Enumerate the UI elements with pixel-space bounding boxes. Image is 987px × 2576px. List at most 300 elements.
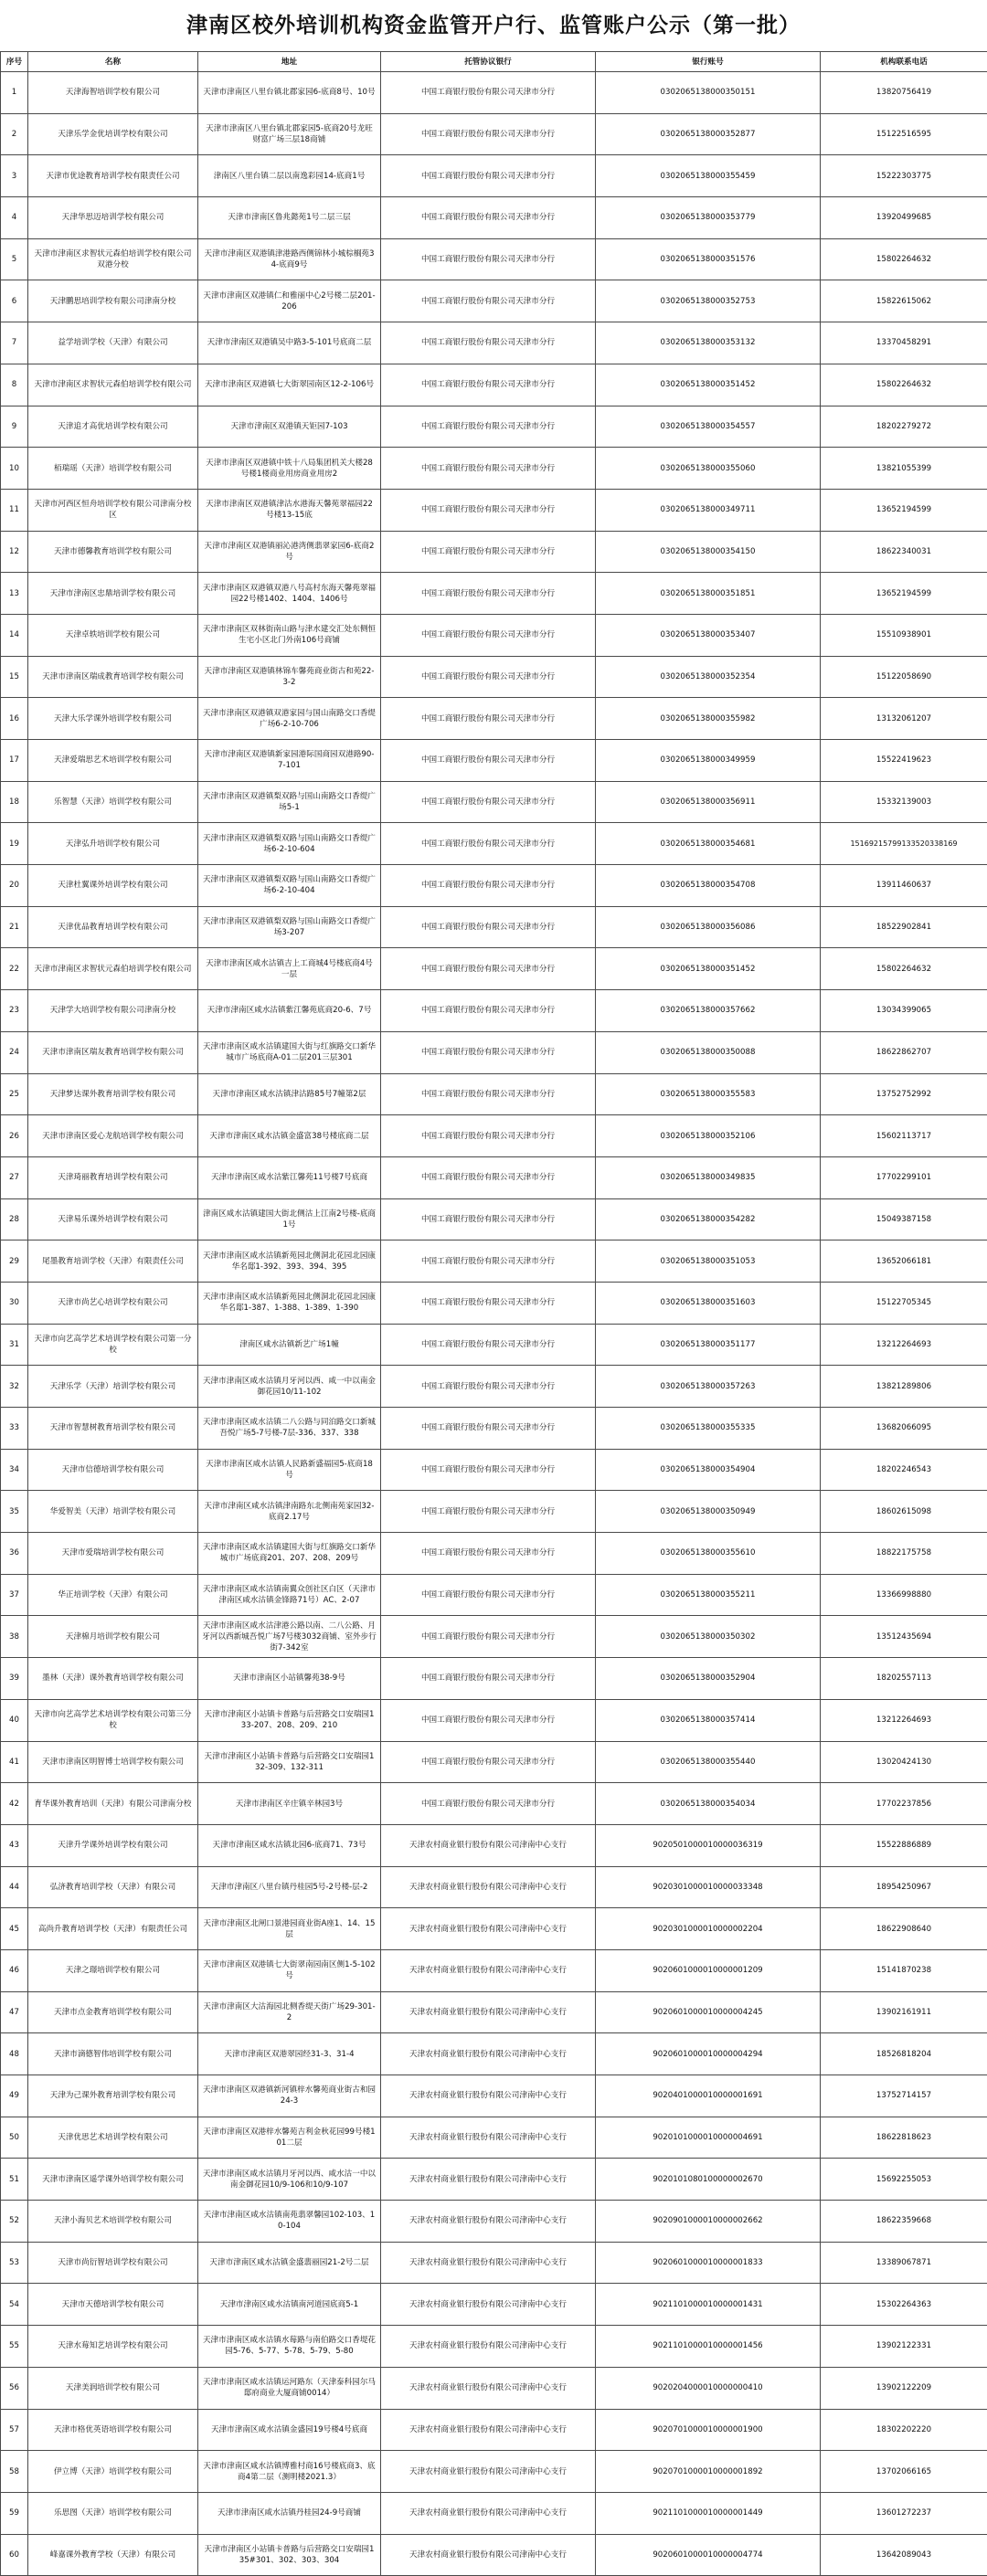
cell-index: 42 xyxy=(1,1783,28,1825)
table-row xyxy=(1,531,987,573)
cell-institution-name: 乐思图（天津）培训学校有限公司 xyxy=(28,2492,198,2534)
cell-address: 天津市津南区双港镇天钜园7-103 xyxy=(198,406,381,448)
table-row xyxy=(1,113,987,155)
cell-trustee-bank: 中国工商银行股份有限公司天津市分行 xyxy=(381,1491,596,1533)
table-row xyxy=(1,906,987,948)
cell-institution-name: 天津市德馨教育培训学校有限公司 xyxy=(28,531,198,573)
table-row xyxy=(1,1449,987,1491)
cell-institution-name: 天津市向艺高学艺术培训学校有限公司第三分校 xyxy=(28,1699,198,1741)
cell-index: 60 xyxy=(1,2534,28,2576)
cell-address: 天津市津南区咸水沽镇运河路东（天津泰科园尔马邸府商业大厦商铺0014） xyxy=(198,2367,381,2409)
header-phone: 机构联系电话 xyxy=(821,52,987,72)
cell-index: 14 xyxy=(1,614,28,656)
cell-institution-name: 天津市津南区求智状元森伯培训学校有限公司 xyxy=(28,364,198,406)
cell-index: 16 xyxy=(1,698,28,740)
cell-institution-name: 天津市尚衍智培训学校有限公司 xyxy=(28,2242,198,2284)
cell-contact-phone: 15522419623 xyxy=(821,740,987,782)
cell-address: 天津市津南区咸水沽镇丹桂园24-9号商铺 xyxy=(198,2492,381,2534)
cell-bank-account: 9020401000010000001691 xyxy=(596,2075,821,2117)
cell-trustee-bank: 天津农村商业银行股份有限公司津南中心支行 xyxy=(381,1991,596,2033)
cell-address: 天津市津南区咸水沽镇新苑园北侧洞北花园北园康华名邸1-392、393、394、395 xyxy=(198,1240,381,1283)
table-row xyxy=(1,2492,987,2534)
cell-index: 27 xyxy=(1,1156,28,1198)
cell-trustee-bank: 中国工商银行股份有限公司天津市分行 xyxy=(381,1616,596,1658)
cell-address: 天津市津南区咸水沽镇北园6-底商71、73号 xyxy=(198,1824,381,1866)
cell-trustee-bank: 中国工商银行股份有限公司天津市分行 xyxy=(381,1324,596,1366)
cell-bank-account: 0302065138000355211 xyxy=(596,1574,821,1616)
cell-institution-name: 天津杜翼课外培训学校有限公司 xyxy=(28,865,198,907)
cell-bank-account: 0302065138000355610 xyxy=(596,1533,821,1575)
table-row xyxy=(1,1908,987,1950)
cell-bank-account: 0302065138000352877 xyxy=(596,113,821,155)
cell-bank-account: 9020101080100000002670 xyxy=(596,2159,821,2201)
cell-trustee-bank: 中国工商银行股份有限公司天津市分行 xyxy=(381,448,596,490)
cell-contact-phone: 15522886889 xyxy=(821,1824,987,1866)
cell-contact-phone: 15692255053 xyxy=(821,2159,987,2201)
cell-institution-name: 高尚升教育培训学校（天津）有限责任公司 xyxy=(28,1908,198,1950)
cell-bank-account: 0302065138000356086 xyxy=(596,906,821,948)
cell-address: 天津市津南区双港镇七大街翠园南区12-2-106号 xyxy=(198,364,381,406)
table-row xyxy=(1,948,987,990)
cell-institution-name: 天津市格优英语培训学校有限公司 xyxy=(28,2409,198,2451)
cell-institution-name: 天津升学课外培训学校有限公司 xyxy=(28,1824,198,1866)
header-name: 名称 xyxy=(28,52,198,72)
cell-index: 5 xyxy=(1,238,28,280)
cell-bank-account: 0302065138000350151 xyxy=(596,72,821,114)
cell-address: 天津市津南区咸水沽镇博雅村商16号楼底商3、底商4第二层（测明楼2021.3） xyxy=(198,2451,381,2493)
cell-address: 天津市津南区双港镇中铁十八局集团机关大楼28号楼1楼商业用房商业用房2 xyxy=(198,448,381,490)
cell-address: 天津市津南区双港镇丽沁港湾侧翡翠家园6-底商2号 xyxy=(198,531,381,573)
cell-trustee-bank: 中国工商银行股份有限公司天津市分行 xyxy=(381,531,596,573)
cell-bank-account: 0302065138000355982 xyxy=(596,698,821,740)
cell-institution-name: 天津市河西区恒舟培训学校有限公司津南分校区 xyxy=(28,489,198,531)
cell-institution-name: 天津弘升培训学校有限公司 xyxy=(28,823,198,865)
cell-index: 26 xyxy=(1,1115,28,1157)
cell-index: 43 xyxy=(1,1824,28,1866)
cell-bank-account: 0302065138000350949 xyxy=(596,1491,821,1533)
cell-bank-account: 0302065138000357414 xyxy=(596,1699,821,1741)
cell-address: 天津市津南区大沽海园北侧香缇天街广场29-301-2 xyxy=(198,1991,381,2033)
cell-bank-account: 0302065138000354557 xyxy=(596,406,821,448)
cell-contact-phone: 15141870238 xyxy=(821,1949,987,1991)
cell-contact-phone: 15802264632 xyxy=(821,948,987,990)
cell-trustee-bank: 中国工商银行股份有限公司天津市分行 xyxy=(381,656,596,698)
cell-index: 44 xyxy=(1,1866,28,1908)
cell-address: 天津市津南区双港镇双港八号高村东海天馨苑翠福园22号楼1402、1404、1406号 xyxy=(198,573,381,615)
cell-index: 50 xyxy=(1,2117,28,2159)
cell-bank-account: 9020601000010000001209 xyxy=(596,1949,821,1991)
cell-index: 22 xyxy=(1,948,28,990)
cell-trustee-bank: 天津农村商业银行股份有限公司津南中心支行 xyxy=(381,2284,596,2326)
cell-address: 天津市津南区鲁兆懿苑1号二层三层 xyxy=(198,197,381,239)
cell-address: 天津市津南区双港镇林锦车馨苑商业街古和苑22-3-2 xyxy=(198,656,381,698)
cell-bank-account: 9021101000010000001449 xyxy=(596,2492,821,2534)
cell-institution-name: 天津市天德培训学校有限公司 xyxy=(28,2284,198,2326)
table-row xyxy=(1,1156,987,1198)
table-row xyxy=(1,1533,987,1575)
cell-address: 天津市津南区双港翠园经31-3、31-4 xyxy=(198,2033,381,2075)
table-row xyxy=(1,2451,987,2493)
cell-bank-account: 9021101000010000001456 xyxy=(596,2326,821,2368)
cell-trustee-bank: 中国工商银行股份有限公司天津市分行 xyxy=(381,1198,596,1240)
cell-contact-phone: 13642089043 xyxy=(821,2534,987,2576)
table-row xyxy=(1,2242,987,2284)
cell-address: 天津市津南区咸水沽镇金盛园19号楼4号底商 xyxy=(198,2409,381,2451)
cell-institution-name: 天津市津南区遥学课外培训学校有限公司 xyxy=(28,2159,198,2201)
cell-contact-phone: 13821289806 xyxy=(821,1366,987,1408)
cell-bank-account: 0302065138000351452 xyxy=(596,364,821,406)
cell-trustee-bank: 天津农村商业银行股份有限公司津南中心支行 xyxy=(381,2326,596,2368)
cell-institution-name: 天津市滴德智伟培训学校有限公司 xyxy=(28,2033,198,2075)
cell-contact-phone: 13652194599 xyxy=(821,573,987,615)
cell-trustee-bank: 天津农村商业银行股份有限公司津南中心支行 xyxy=(381,2367,596,2409)
cell-contact-phone: 18622359668 xyxy=(821,2201,987,2243)
cell-bank-account: 0302065138000349711 xyxy=(596,489,821,531)
cell-address: 天津市津南区双港镇仁和雅丽中心2号楼二层201-206 xyxy=(198,280,381,322)
cell-contact-phone: 18622340031 xyxy=(821,531,987,573)
cell-contact-phone: 18954250967 xyxy=(821,1866,987,1908)
table-row xyxy=(1,155,987,197)
cell-index: 52 xyxy=(1,2201,28,2243)
cell-institution-name: 天津优思艺术培训学校有限公司 xyxy=(28,2117,198,2159)
cell-contact-phone: 18202246543 xyxy=(821,1449,987,1491)
cell-bank-account: 9020701000010000001892 xyxy=(596,2451,821,2493)
cell-contact-phone: 13820756419 xyxy=(821,72,987,114)
cell-contact-phone: 13920499685 xyxy=(821,197,987,239)
cell-contact-phone: 13902122209 xyxy=(821,2367,987,2409)
cell-contact-phone: 13752752992 xyxy=(821,1073,987,1115)
table-row xyxy=(1,698,987,740)
cell-address: 天津市津南区咸水沽镇金盛翡丽园21-2号二层 xyxy=(198,2242,381,2284)
cell-institution-name: 天津市爱瑞培训学校有限公司 xyxy=(28,1533,198,1575)
cell-institution-name: 峰嘉课外教育学校（天津）有限公司 xyxy=(28,2534,198,2576)
cell-bank-account: 9020701000010000001900 xyxy=(596,2409,821,2451)
cell-index: 32 xyxy=(1,1366,28,1408)
table-row xyxy=(1,2367,987,2409)
table-row xyxy=(1,1240,987,1283)
cell-address: 天津市津南区北闸口景港园商业街A座1、14、15层 xyxy=(198,1908,381,1950)
cell-bank-account: 9020101000010000004691 xyxy=(596,2117,821,2159)
cell-trustee-bank: 中国工商银行股份有限公司天津市分行 xyxy=(381,1282,596,1324)
cell-contact-phone: 13652066181 xyxy=(821,1240,987,1283)
cell-bank-account: 9021101000010000001431 xyxy=(596,2284,821,2326)
table-row xyxy=(1,489,987,531)
cell-address: 天津市津南区双港镇七大街翠南园南区侧1-5-102号 xyxy=(198,1949,381,1991)
cell-index: 21 xyxy=(1,906,28,948)
cell-address: 天津市津南区咸水沽镇人民路新盛福园5-底商18号 xyxy=(198,1449,381,1491)
cell-contact-phone: 18302202220 xyxy=(821,2409,987,2451)
cell-address: 天津市津南区小站镇馨苑38-9号 xyxy=(198,1658,381,1700)
table-row xyxy=(1,1616,987,1658)
cell-institution-name: 栢瑞瑶（天津）培训学校有限公司 xyxy=(28,448,198,490)
cell-bank-account: 0302065138000355060 xyxy=(596,448,821,490)
cell-index: 34 xyxy=(1,1449,28,1491)
cell-bank-account: 9020301000010000033348 xyxy=(596,1866,821,1908)
cell-institution-name: 天津市津南区爱心龙航培训学校有限公司 xyxy=(28,1115,198,1157)
cell-institution-name: 乐智慧（天津）培训学校有限公司 xyxy=(28,781,198,823)
cell-trustee-bank: 中国工商银行股份有限公司天津市分行 xyxy=(381,1741,596,1783)
table-row xyxy=(1,280,987,322)
cell-trustee-bank: 中国工商银行股份有限公司天津市分行 xyxy=(381,990,596,1032)
cell-bank-account: 9020601000010000001833 xyxy=(596,2242,821,2284)
cell-bank-account: 9020901000010000002662 xyxy=(596,2201,821,2243)
cell-index: 49 xyxy=(1,2075,28,2117)
table-row xyxy=(1,2033,987,2075)
cell-index: 19 xyxy=(1,823,28,865)
cell-bank-account: 0302065138000353407 xyxy=(596,614,821,656)
cell-address: 天津市津南区咸水沽镇月牙河以西、咸水沽一中以南金御花园10/9-106和10/9-107 xyxy=(198,2159,381,2201)
header-bank: 托管协议银行 xyxy=(381,52,596,72)
cell-institution-name: 天津市尚艺心培训学校有限公司 xyxy=(28,1282,198,1324)
cell-bank-account: 9020501000010000036319 xyxy=(596,1824,821,1866)
cell-contact-phone: 17702299101 xyxy=(821,1156,987,1198)
cell-index: 31 xyxy=(1,1324,28,1366)
cell-index: 53 xyxy=(1,2242,28,2284)
cell-bank-account: 0302065138000349835 xyxy=(596,1156,821,1198)
cell-contact-phone: 18622862707 xyxy=(821,1031,987,1073)
cell-trustee-bank: 中国工商银行股份有限公司天津市分行 xyxy=(381,823,596,865)
cell-index: 55 xyxy=(1,2326,28,2368)
cell-institution-name: 伊立博（天津）培训学校有限公司 xyxy=(28,2451,198,2493)
cell-address: 天津市津南区双港镇梨双路与国山南路交口香缇广场6-2-10-604 xyxy=(198,823,381,865)
cell-bank-account: 0302065138000350302 xyxy=(596,1616,821,1658)
cell-bank-account: 0302065138000351576 xyxy=(596,238,821,280)
cell-trustee-bank: 中国工商银行股份有限公司天津市分行 xyxy=(381,1699,596,1741)
cell-contact-phone: 13702066165 xyxy=(821,2451,987,2493)
cell-contact-phone: 13389067871 xyxy=(821,2242,987,2284)
table-row xyxy=(1,1741,987,1783)
cell-address: 天津市津南区咸水沽镇建国大街与红旗路交口新华城市广场底商A-01二层201三层301 xyxy=(198,1031,381,1073)
table-row xyxy=(1,364,987,406)
table-row xyxy=(1,72,987,114)
table-row xyxy=(1,781,987,823)
cell-address: 天津市津南区咸水沽镇建国大街与红旗路交口新华城市广场底商201、207、208、209号 xyxy=(198,1533,381,1575)
cell-address: 天津市津南区咸水沽镇津沽路85号7幢第2层 xyxy=(198,1073,381,1115)
table-row xyxy=(1,2075,987,2117)
cell-bank-account: 0302065138000355459 xyxy=(596,155,821,197)
cell-institution-name: 尾墨教育培训学校（天津）有限责任公司 xyxy=(28,1240,198,1283)
cell-bank-account: 9020601000010000004774 xyxy=(596,2534,821,2576)
cell-index: 29 xyxy=(1,1240,28,1283)
cell-index: 58 xyxy=(1,2451,28,2493)
cell-bank-account: 0302065138000354681 xyxy=(596,823,821,865)
cell-institution-name: 天津市点金教育培训学校有限公司 xyxy=(28,1991,198,2033)
cell-index: 45 xyxy=(1,1908,28,1950)
cell-trustee-bank: 中国工商银行股份有限公司天津市分行 xyxy=(381,1366,596,1408)
header-address: 地址 xyxy=(198,52,381,72)
cell-institution-name: 天津乐学金优培训学校有限公司 xyxy=(28,113,198,155)
table-row xyxy=(1,1866,987,1908)
table-row xyxy=(1,1073,987,1115)
cell-trustee-bank: 天津农村商业银行股份有限公司津南中心支行 xyxy=(381,1949,596,1991)
cell-trustee-bank: 中国工商银行股份有限公司天津市分行 xyxy=(381,698,596,740)
cell-trustee-bank: 中国工商银行股份有限公司天津市分行 xyxy=(381,1073,596,1115)
cell-institution-name: 天津海智培训学校有限公司 xyxy=(28,72,198,114)
cell-index: 15 xyxy=(1,656,28,698)
cell-contact-phone: 18526818204 xyxy=(821,2033,987,2075)
cell-contact-phone: 18522902841 xyxy=(821,906,987,948)
cell-bank-account: 0302065138000352354 xyxy=(596,656,821,698)
cell-institution-name: 天津水莓知艺培训学校有限公司 xyxy=(28,2326,198,2368)
cell-trustee-bank: 天津农村商业银行股份有限公司津南中心支行 xyxy=(381,2242,596,2284)
table-row xyxy=(1,1783,987,1825)
table-row xyxy=(1,1574,987,1616)
cell-address: 天津市津南区咸水沽镇南苑翡翠馨园102-103、10-104 xyxy=(198,2201,381,2243)
cell-trustee-bank: 中国工商银行股份有限公司天津市分行 xyxy=(381,197,596,239)
cell-trustee-bank: 中国工商银行股份有限公司天津市分行 xyxy=(381,1408,596,1450)
cell-index: 59 xyxy=(1,2492,28,2534)
cell-address: 天津市津南区咸水沽镇南翼众创社区白区（天津市津南区咸水沽镇金锋路71号）AC、2-07 xyxy=(198,1574,381,1616)
cell-trustee-bank: 中国工商银行股份有限公司天津市分行 xyxy=(381,280,596,322)
cell-trustee-bank: 中国工商银行股份有限公司天津市分行 xyxy=(381,489,596,531)
cell-trustee-bank: 中国工商银行股份有限公司天津市分行 xyxy=(381,1115,596,1157)
cell-address: 天津市津南区双港镇新家园港际国商园双港路90-7-101 xyxy=(198,740,381,782)
table-row xyxy=(1,197,987,239)
cell-institution-name: 天津鹏思培训学校有限公司津南分校 xyxy=(28,280,198,322)
cell-index: 20 xyxy=(1,865,28,907)
cell-institution-name: 天津棉月培训学校有限公司 xyxy=(28,1616,198,1658)
cell-trustee-bank: 天津农村商业银行股份有限公司津南中心支行 xyxy=(381,2492,596,2534)
cell-contact-phone: 18602615098 xyxy=(821,1491,987,1533)
cell-bank-account: 0302065138000354904 xyxy=(596,1449,821,1491)
cell-institution-name: 天津市津南区明智博士培训学校有限公司 xyxy=(28,1741,198,1783)
cell-contact-phone: 13752714157 xyxy=(821,2075,987,2117)
cell-address: 天津市津南区双林街南山路与津水建交汇处东侧恒生宅小区北门外南106号商铺 xyxy=(198,614,381,656)
cell-contact-phone: 18622908640 xyxy=(821,1908,987,1950)
cell-trustee-bank: 中国工商银行股份有限公司天津市分行 xyxy=(381,1533,596,1575)
cell-address: 天津市津南区咸水沽镇吉上工商城4号楼底商4号一层 xyxy=(198,948,381,990)
cell-contact-phone: 15802264632 xyxy=(821,364,987,406)
cell-address: 天津市津南区双港镇吴中路3-5-101号底商二层 xyxy=(198,322,381,364)
cell-address: 天津市津南区咸水沽镇新苑园北侧洞北花园北园康华名邸1-387、1-388、1-389、1-390 xyxy=(198,1282,381,1324)
cell-index: 57 xyxy=(1,2409,28,2451)
cell-index: 9 xyxy=(1,406,28,448)
cell-bank-account: 0302065138000355440 xyxy=(596,1741,821,1783)
table-row xyxy=(1,448,987,490)
cell-bank-account: 0302065138000352753 xyxy=(596,280,821,322)
cell-institution-name: 天津梦达课外教育培训学校有限公司 xyxy=(28,1073,198,1115)
cell-index: 24 xyxy=(1,1031,28,1073)
cell-bank-account: 0302065138000350088 xyxy=(596,1031,821,1073)
table-row xyxy=(1,1115,987,1157)
cell-contact-phone: 15602113717 xyxy=(821,1115,987,1157)
cell-contact-phone: 13212264693 xyxy=(821,1324,987,1366)
table-row xyxy=(1,823,987,865)
table-row xyxy=(1,2159,987,2201)
cell-institution-name: 天津市津南区求智状元森伯培训学校有限公司双港分校 xyxy=(28,238,198,280)
cell-institution-name: 天津爱瑞思艺术培训学校有限公司 xyxy=(28,740,198,782)
cell-address: 天津市津南区双港镇梨双路与国山南路交口香缇广场5-1 xyxy=(198,781,381,823)
cell-bank-account: 0302065138000354034 xyxy=(596,1783,821,1825)
cell-trustee-bank: 中国工商银行股份有限公司天津市分行 xyxy=(381,1574,596,1616)
cell-bank-account: 0302065138000354150 xyxy=(596,531,821,573)
table-row xyxy=(1,2326,987,2368)
table-row xyxy=(1,740,987,782)
table-row xyxy=(1,865,987,907)
cell-trustee-bank: 中国工商银行股份有限公司天津市分行 xyxy=(381,238,596,280)
table-row xyxy=(1,1324,987,1366)
cell-trustee-bank: 天津农村商业银行股份有限公司津南中心支行 xyxy=(381,2201,596,2243)
cell-index: 2 xyxy=(1,113,28,155)
cell-address: 天津市津南区双港镇新河镇梓水馨苑商业街古和园24-3 xyxy=(198,2075,381,2117)
cell-index: 1 xyxy=(1,72,28,114)
table-row xyxy=(1,1491,987,1533)
cell-contact-phone: 13911460637 xyxy=(821,865,987,907)
cell-contact-phone: 15049387158 xyxy=(821,1198,987,1240)
cell-contact-phone: 15122705345 xyxy=(821,1282,987,1324)
cell-trustee-bank: 中国工商银行股份有限公司天津市分行 xyxy=(381,1031,596,1073)
cell-index: 36 xyxy=(1,1533,28,1575)
cell-bank-account: 0302065138000351452 xyxy=(596,948,821,990)
cell-trustee-bank: 中国工商银行股份有限公司天津市分行 xyxy=(381,364,596,406)
table-row xyxy=(1,406,987,448)
cell-institution-name: 天津追才高优培训学校有限公司 xyxy=(28,406,198,448)
cell-index: 28 xyxy=(1,1198,28,1240)
cell-index: 25 xyxy=(1,1073,28,1115)
header-account: 银行账号 xyxy=(596,52,821,72)
cell-address: 天津市津南区双港梓水馨苑吉利金秋花园99号楼101二层 xyxy=(198,2117,381,2159)
table-row xyxy=(1,656,987,698)
cell-contact-phone: 17702237856 xyxy=(821,1783,987,1825)
table-header-row xyxy=(1,52,987,72)
cell-institution-name: 天津华思迈培训学校有限公司 xyxy=(28,197,198,239)
cell-bank-account: 0302065138000355335 xyxy=(596,1408,821,1450)
cell-bank-account: 0302065138000353132 xyxy=(596,322,821,364)
cell-institution-name: 天津之璟培训学校有限公司 xyxy=(28,1949,198,1991)
cell-institution-name: 天津市津南区瑞友教育培训学校有限公司 xyxy=(28,1031,198,1073)
cell-contact-phone: 13132061207 xyxy=(821,698,987,740)
cell-contact-phone: 13652194599 xyxy=(821,489,987,531)
table-row xyxy=(1,322,987,364)
cell-contact-phone: 13902161911 xyxy=(821,1991,987,2033)
cell-address: 天津市津南区咸水沽镇南河道园底商5-1 xyxy=(198,2284,381,2326)
cell-index: 51 xyxy=(1,2159,28,2201)
cell-contact-phone: 13370458291 xyxy=(821,322,987,364)
cell-contact-phone: 13682066095 xyxy=(821,1408,987,1450)
cell-bank-account: 9020601000010000004245 xyxy=(596,1991,821,2033)
cell-bank-account: 0302065138000353779 xyxy=(596,197,821,239)
cell-index: 33 xyxy=(1,1408,28,1450)
cell-index: 17 xyxy=(1,740,28,782)
cell-trustee-bank: 中国工商银行股份有限公司天津市分行 xyxy=(381,72,596,114)
table-row xyxy=(1,1366,987,1408)
table-row xyxy=(1,2284,987,2326)
cell-index: 3 xyxy=(1,155,28,197)
cell-bank-account: 9020204000010000000410 xyxy=(596,2367,821,2409)
table-row xyxy=(1,1699,987,1741)
cell-bank-account: 9020301000010000002204 xyxy=(596,1908,821,1950)
cell-contact-phone: 15510938901 xyxy=(821,614,987,656)
cell-institution-name: 育华课外教育培训（天津）有限公司津南分校 xyxy=(28,1783,198,1825)
cell-trustee-bank: 天津农村商业银行股份有限公司津南中心支行 xyxy=(381,2451,596,2493)
cell-institution-name: 天津市津南区忠鼎培训学校有限公司 xyxy=(28,573,198,615)
cell-address: 天津市津南区咸水沽镇水莓路与南伯路交口香堤花园5-76、5-77、5-78、5-79、5-80 xyxy=(198,2326,381,2368)
table-row xyxy=(1,1824,987,1866)
cell-index: 30 xyxy=(1,1282,28,1324)
cell-bank-account: 0302065138000354708 xyxy=(596,865,821,907)
cell-trustee-bank: 中国工商银行股份有限公司天津市分行 xyxy=(381,1449,596,1491)
cell-bank-account: 0302065138000354282 xyxy=(596,1198,821,1240)
cell-address: 天津市津南区小站镇卡普路与后营路交口安瑞园133-207、208、209、210 xyxy=(198,1699,381,1741)
cell-address: 津南区咸水沽镇建国大街北侧沽上江南2号楼-底商1号 xyxy=(198,1198,381,1240)
cell-trustee-bank: 中国工商银行股份有限公司天津市分行 xyxy=(381,740,596,782)
cell-address: 天津市津南区咸水沽津港公路以南、二八公路、月牙河以西新城吾悦广场7号楼3032商铺、室外步行街7-342室 xyxy=(198,1616,381,1658)
table-row xyxy=(1,614,987,656)
cell-index: 13 xyxy=(1,573,28,615)
table-row xyxy=(1,1282,987,1324)
cell-trustee-bank: 中国工商银行股份有限公司天津市分行 xyxy=(381,573,596,615)
cell-trustee-bank: 中国工商银行股份有限公司天津市分行 xyxy=(381,1240,596,1283)
